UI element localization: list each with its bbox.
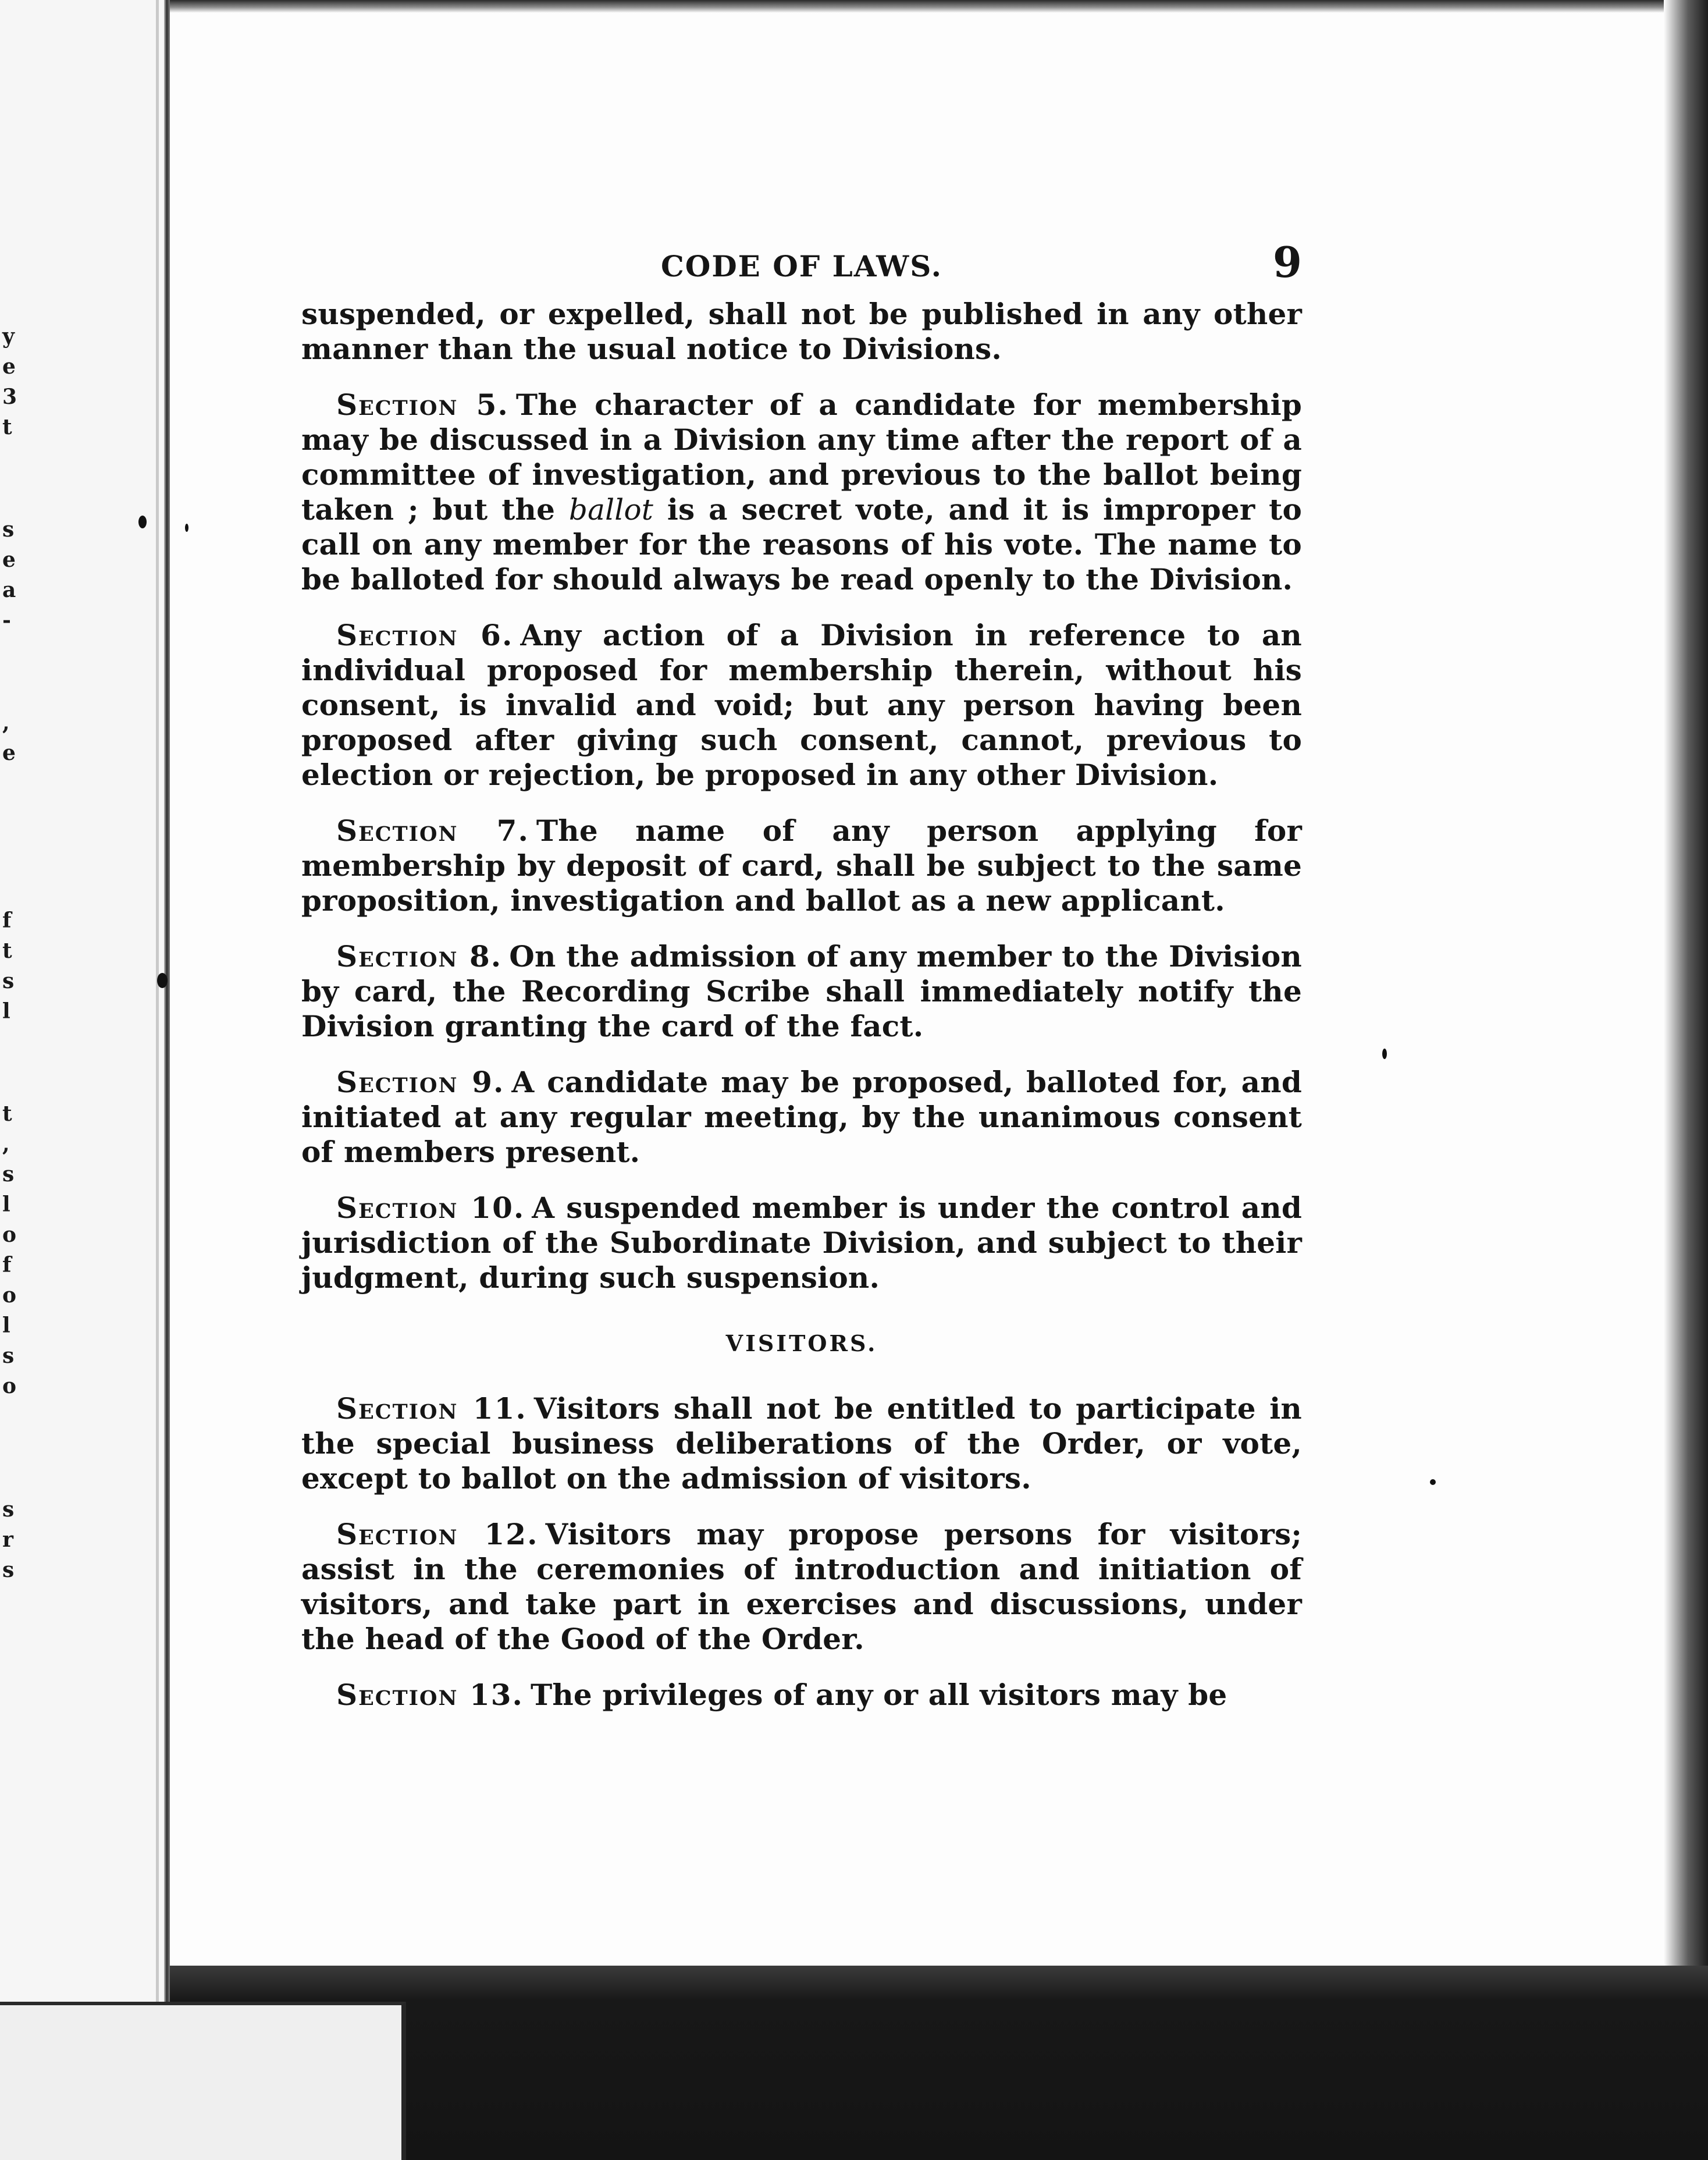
fragment: , xyxy=(2,710,10,735)
section-text: The character of a candidate for membership may be discussed in a Division any time after the report of a committee of investigation, and previous to the ballot being taken ; but the xyxy=(301,388,1302,527)
fragment: l xyxy=(2,1192,10,1217)
running-title: CODE OF LAWS. xyxy=(660,249,943,283)
section-label: Section 6. xyxy=(336,618,514,652)
section-label: Section 13. xyxy=(336,1678,524,1712)
section-7 xyxy=(301,813,1302,918)
section-text: Visitors shall not be entitled to participate in the special business deliberations of the Order, or vote, except to ballot on the admission of visitors. xyxy=(301,1391,1302,1495)
section-5 xyxy=(301,388,1302,597)
section-8 xyxy=(301,939,1302,1044)
section-text: A suspended member is under the control and jurisdiction of the Subordinate Division, and subject to their judgment, during such suspension. xyxy=(301,1191,1303,1295)
section-text: On the admission of any member to the Division by card, the Recording Scribe shall immediately notify the Division granting the card of the fact. xyxy=(301,939,1302,1043)
fragment: e xyxy=(2,548,16,572)
fragment: s xyxy=(2,1497,15,1522)
section-label: Section 12. xyxy=(336,1517,539,1551)
fragment: o xyxy=(2,1283,17,1308)
fragment: o xyxy=(2,1223,17,1247)
section-label: Section 9. xyxy=(336,1065,505,1099)
section-11 xyxy=(301,1391,1302,1496)
paragraph-continued xyxy=(301,297,1302,367)
section-text: A candidate may be proposed, balloted for, and initiated at any regular meeting, by the unanimous consent of members present. xyxy=(301,1065,1302,1169)
fragment: o xyxy=(2,1374,17,1398)
section-label: Section 8. xyxy=(336,939,503,974)
section-label: Section 11. xyxy=(336,1391,527,1426)
section-6 xyxy=(301,618,1302,793)
section-label: Section 7. xyxy=(336,813,529,848)
fragment: r xyxy=(2,1527,13,1552)
fragment: e xyxy=(2,354,16,379)
fragment: f xyxy=(2,908,12,933)
page-text-block xyxy=(301,233,1302,1733)
section-text: Any action of a Division in reference to an individual proposed for membership therein, without his consent, is invalid and void; but any person having been proposed after giving such consent, cannot, previous to election or rejection, be proposed in any other Division. xyxy=(301,618,1302,792)
running-head xyxy=(301,233,1302,297)
section-text: Visitors may propose persons for visitors; assist in the ceremonies of introduction and initiation of visitors, and take part in exercises and discussions, under the head of the Good of the Order. xyxy=(301,1517,1303,1656)
facing-page-edge xyxy=(0,0,170,2160)
top-scan-edge xyxy=(170,0,1708,13)
ink-speck xyxy=(1382,1049,1387,1059)
section-12 xyxy=(301,1517,1302,1657)
right-scan-edge xyxy=(1664,0,1708,2160)
fragment: t xyxy=(2,939,12,963)
fragment: l xyxy=(2,1313,10,1338)
fragment: l xyxy=(2,999,10,1024)
fragment: s xyxy=(2,517,15,542)
ink-speck xyxy=(185,524,188,532)
bottom-left-paper-edge xyxy=(0,2002,406,2160)
fragment: s xyxy=(2,969,15,993)
ink-speck xyxy=(1430,1479,1436,1485)
book-gutter xyxy=(164,0,170,2160)
fragment: s xyxy=(2,1344,15,1368)
fragment: e xyxy=(2,741,16,765)
fragment: - xyxy=(2,608,11,633)
fragment: f xyxy=(2,1253,12,1277)
section-text: is a secret vote, and it is improper to call on any member for the reasons of his vote. The name to be balloted for should always be read openly to the Division. xyxy=(301,492,1303,596)
fragment: a xyxy=(2,578,16,602)
fragment: s xyxy=(2,1558,15,1582)
paragraph-text: suspended, or expelled, shall not be published in any other manner than the usual notice to Divisions. xyxy=(301,297,1302,366)
gutter-shadow xyxy=(156,0,159,2160)
emphasized-word: ballot xyxy=(568,493,654,527)
section-text: The privileges of any or all visitors may be xyxy=(530,1678,1227,1712)
section-text: The name of any person applying for membership by deposit of card, shall be subject to the same proposition, investigation and ballot as a new applicant. xyxy=(301,813,1302,918)
fragment: y xyxy=(2,324,15,349)
page-number: 9 xyxy=(1272,237,1302,287)
fragment: 3 xyxy=(2,385,17,409)
ink-speck xyxy=(138,516,147,528)
section-9 xyxy=(301,1065,1302,1170)
section-label: Section 5. xyxy=(336,388,509,422)
ink-speck xyxy=(157,973,168,988)
visitors-heading: VISITORS. xyxy=(725,1330,878,1356)
section-10 xyxy=(301,1191,1302,1295)
fragment: t xyxy=(2,415,12,439)
section-13 xyxy=(301,1678,1302,1713)
section-label: Section 10. xyxy=(336,1191,525,1225)
fragment: s xyxy=(2,1162,15,1186)
fragment: t xyxy=(2,1102,12,1126)
fragment: , xyxy=(2,1132,10,1156)
